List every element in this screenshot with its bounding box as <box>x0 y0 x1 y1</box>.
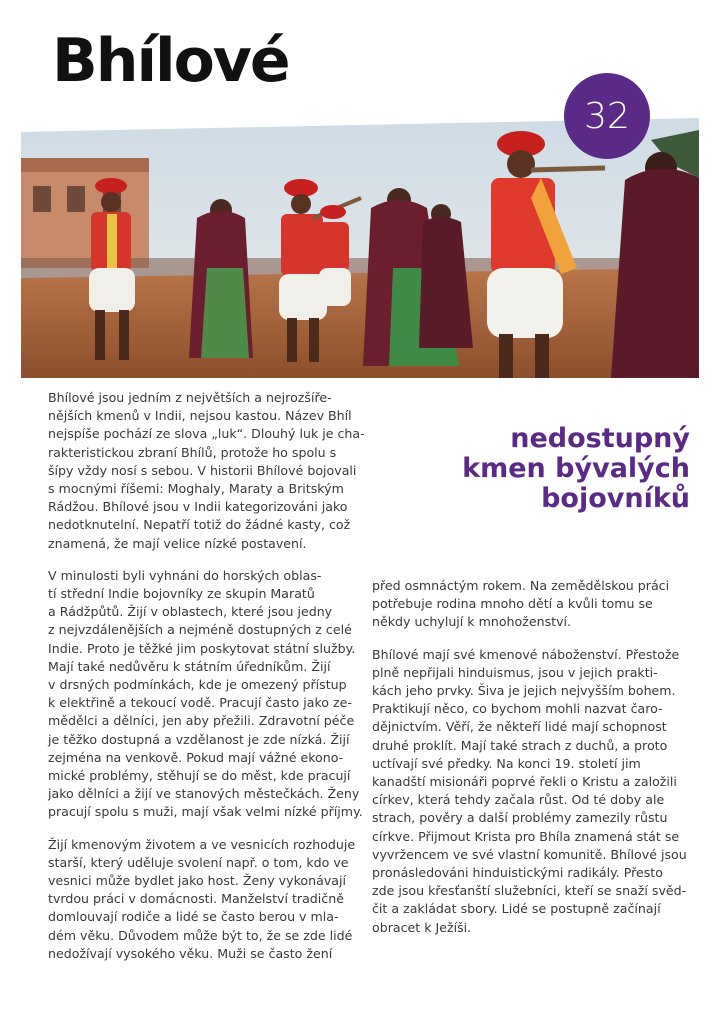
text-line: čit a zakládat sbory. Lidé se postupně začínají <box>372 901 661 917</box>
text-line: plně nepřijali hinduismus, jsou v jejich prakti- <box>372 664 658 680</box>
text-line: znamená, že mají velice nízké postavení. <box>48 535 307 551</box>
page-number-badge <box>564 73 650 159</box>
text-line: pronásledováni hinduistickými radikály. Přesto <box>372 865 663 881</box>
paragraph <box>48 567 363 822</box>
text-line: šípy vždy nosí s sebou. V historii Bhílové bojovali <box>48 462 357 478</box>
subtitle <box>462 424 690 515</box>
subtitle-line: kmen bývalých <box>462 453 690 485</box>
text-line: v drsných podmínkách, kde je omezený přístup <box>48 677 347 693</box>
text-line: kách jeho prvky. Šiva je jejich nejvyšším bohem. <box>372 683 676 699</box>
text-line: tí střední Indie bojovníky ze skupin Maratů <box>48 586 315 602</box>
text-line: rakteristickou zbraní Bhílů, protože ho spolu s <box>48 444 337 460</box>
subtitle-line: bojovníků <box>541 483 690 515</box>
text-line: kanadští misionáři poprvé řekli o Kristu a založili <box>372 774 677 790</box>
text-line: je těžko dostupná a vzdělanost je zde nízká. Žijí <box>48 731 350 747</box>
text-line: mické problémy, stěhují se do měst, kde pracují <box>48 768 351 784</box>
text-line: druhé proklít. Mají také strach z duchů, a proto <box>372 737 668 753</box>
text-line: k elektřině a tekoucí vodě. Pracují často jako ze- <box>48 695 352 711</box>
text-line: zejména na venkově. Pokud mají vážné ekono- <box>48 749 344 765</box>
text-line: nějších kmenů v Indii, nejsou kastou. Název Bhíl <box>48 408 352 424</box>
text-line: nejspíše pochází ze slova „luk“. Dlouhý luk je cha- <box>48 426 365 442</box>
text-line: zde jsou křesťanští služebníci, kteří se snaží svěd- <box>372 883 687 899</box>
text-line: z nejvzdálenějších a nejméně dostupných z celé <box>48 622 352 638</box>
text-line: vesnici může bydlet jako host. Ženy vykonávají <box>48 873 347 889</box>
text-line: Indie. Proto je těžké jim poskytovat státní služby. <box>48 640 356 656</box>
paragraph <box>48 836 358 963</box>
text-line: nedotknutelní. Nepatří totiž do žádné kasty, což <box>48 517 351 533</box>
text-line: a Rádžpůtů. Žijí v oblastech, které jsou jedny <box>48 604 333 620</box>
text-line: Mají také nedůvěru k státním úředníkům. Žijí <box>48 658 331 674</box>
text-line: V minulosti byli vyhnáni do horských oblas- <box>48 567 322 583</box>
paragraph <box>372 646 687 937</box>
text-line: obracet k Ježíši. <box>372 919 472 935</box>
text-line: Žijí kmenovým životem a ve vesnicích rozhoduje <box>48 836 356 852</box>
text-line: strach, pověry a další problémy zamezily růstu <box>372 810 668 826</box>
text-line: domlouvají rodiče a lidé se často berou v mla- <box>48 909 339 925</box>
text-line: vyvržencem ve své vlastní komunitě. Bhílové jsou <box>372 846 687 862</box>
text-line: Praktikují něco, co bychom mohli nazvat čaro- <box>372 701 663 717</box>
text-line: tvrdou práci v domácnosti. Manželství tradičně <box>48 891 344 907</box>
text-line: pracují spolu s muži, mají však velmi nízké příjmy. <box>48 804 363 820</box>
subtitle-line: nedostupný <box>510 423 690 454</box>
text-line: Bhílové mají své kmenové náboženství. Přestože <box>372 646 680 662</box>
text-line: někdy uchylují k mnohoženství. <box>372 614 572 630</box>
text-line: uctívají své předky. Na konci 19. století jim <box>372 755 641 771</box>
text-line: s mocnými říšemi: Moghaly, Maraty a Britským <box>48 481 344 497</box>
text-line: před osmnáctým rokem. Na zemědělskou práci <box>372 578 670 593</box>
text-line: starší, který uděluje svolení např. o tom, kdo ve <box>48 854 349 870</box>
text-line: mědělci a dělníci, jen aby přežili. Zdravotní péče <box>48 713 355 729</box>
paragraph <box>48 389 365 553</box>
text-line: Rádžou. Bhílové jsou v Indii kategorizováni jako <box>48 499 348 515</box>
left-column <box>48 389 365 977</box>
page-title: Bhílové <box>52 26 289 96</box>
text-line: dém věku. Důvodem může být to, že se zde lidé <box>48 927 353 943</box>
right-column <box>372 577 687 951</box>
text-line: nedožívají vysokého věku. Muži se často žení <box>48 945 333 961</box>
text-line: Bhílové jsou jedním z největších a nejrozšíře- <box>48 390 332 405</box>
text-line: jako dělníci a žijí ve stanových městečkách. Ženy <box>48 786 360 802</box>
text-line: dějnictvím. Věří, že někteří lidé mají schopnost <box>372 719 667 735</box>
text-line: církev, která tehdy začala růst. Od té doby ale <box>372 792 665 808</box>
text-line: církve. Přijmout Krista pro Bhíla znamená stát se <box>372 828 680 844</box>
paragraph <box>372 577 687 632</box>
page-number: 32 <box>584 95 630 137</box>
text-line: potřebuje rodina mnoho dětí a kvůli tomu se <box>372 596 653 612</box>
